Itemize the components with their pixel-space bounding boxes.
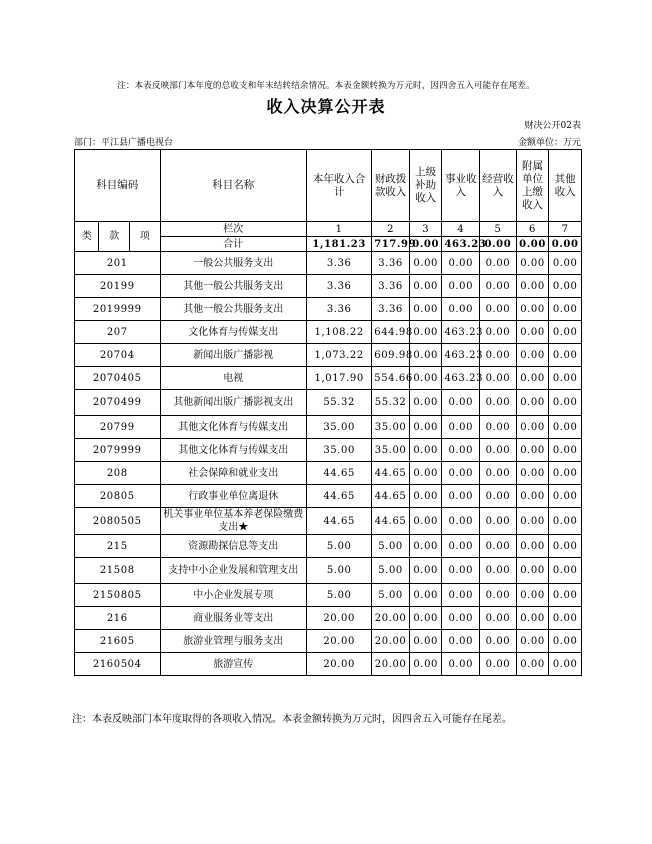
table-row: [75, 367, 582, 390]
subject-code-cell: 207: [75, 321, 161, 344]
subject-name-cell: 旅游业管理与服务支出: [160, 630, 307, 653]
amount-cell: 20.00: [372, 630, 410, 653]
amount-cell: 0.00: [516, 344, 549, 367]
amount-cell: 0.00: [516, 584, 549, 607]
amount-cell: 0.00: [549, 607, 582, 630]
subject-name-cell: 其他一般公共服务支出: [160, 275, 307, 298]
amount-cell: 0.00: [549, 485, 582, 508]
amount-cell: 0.00: [442, 416, 480, 439]
amount-cell: 20.00: [307, 607, 372, 630]
subject-name-cell: 支持中小企业发展和管理支出: [160, 558, 307, 584]
subject-code-cell: 20805: [75, 485, 161, 508]
amount-cell: 0.00: [480, 462, 517, 485]
amount-cell: 0.00: [516, 275, 549, 298]
total-value: 0.00: [409, 237, 442, 252]
subject-code-cell: 21605: [75, 630, 161, 653]
subject-code-cell: 216: [75, 607, 161, 630]
subject-name-cell: 电视: [160, 367, 307, 390]
amount-cell: 3.36: [307, 275, 372, 298]
amount-cell: 0.00: [480, 630, 517, 653]
subject-name-cell: 社会保障和就业支出: [160, 462, 307, 485]
amount-cell: 0.00: [549, 439, 582, 462]
amount-cell: 20.00: [307, 630, 372, 653]
amount-cell: 0.00: [442, 630, 480, 653]
column-number: 2: [372, 222, 410, 237]
amount-cell: 0.00: [549, 535, 582, 558]
table-row: [75, 508, 582, 535]
header-subordinate-income: 附属单位上缴收入: [516, 150, 549, 222]
column-number: 6: [516, 222, 549, 237]
amount-cell: 0.00: [409, 275, 442, 298]
amount-cell: 0.00: [480, 390, 517, 416]
amount-cell: 0.00: [549, 630, 582, 653]
header-row: [75, 150, 582, 222]
column-number: 3: [409, 222, 442, 237]
subject-name-cell: 新闻出版广播影视: [160, 344, 307, 367]
amount-cell: 35.00: [372, 439, 410, 462]
table-row: [75, 439, 582, 462]
total-value: 717.99: [372, 237, 410, 252]
total-value: 1,181.23: [307, 237, 372, 252]
amount-cell: 0.00: [442, 275, 480, 298]
amount-cell: 20.00: [372, 607, 410, 630]
amount-cell: 463.23: [442, 321, 480, 344]
bottom-note: 注：本表反映部门本年度取得的各项收入情况。本表金额转换为万元时，因四舍五入可能存在尾差。: [72, 714, 512, 725]
subject-code-cell: 21508: [75, 558, 161, 584]
amount-cell: 0.00: [549, 416, 582, 439]
amount-cell: 0.00: [409, 508, 442, 535]
amount-cell: 5.00: [307, 584, 372, 607]
column-index-label: 栏次: [160, 222, 307, 237]
table-row: [75, 584, 582, 607]
subject-name-cell: 其他新闻出版广播影视支出: [160, 390, 307, 416]
table-row: [75, 344, 582, 367]
subject-name-cell: 一般公共服务支出: [160, 252, 307, 275]
amount-cell: 0.00: [516, 439, 549, 462]
header-total-income: 本年收入合计: [307, 150, 372, 222]
amount-cell: 609.98: [372, 344, 410, 367]
amount-cell: 0.00: [480, 344, 517, 367]
amount-cell: 0.00: [409, 321, 442, 344]
table-row: [75, 485, 582, 508]
amount-cell: 0.00: [549, 653, 582, 676]
table-row: [75, 298, 582, 321]
amount-unit-label: 金额单位：万元: [517, 138, 581, 148]
amount-cell: 0.00: [480, 653, 517, 676]
amount-cell: 0.00: [549, 321, 582, 344]
amount-cell: 3.36: [372, 275, 410, 298]
amount-cell: 0.00: [549, 367, 582, 390]
amount-cell: 0.00: [549, 462, 582, 485]
amount-cell: 0.00: [409, 630, 442, 653]
amount-cell: 1,073.22: [307, 344, 372, 367]
amount-cell: 5.00: [307, 535, 372, 558]
amount-cell: 0.00: [442, 558, 480, 584]
subject-code-cell: 20199: [75, 275, 161, 298]
amount-cell: 0.00: [516, 252, 549, 275]
amount-cell: 0.00: [516, 416, 549, 439]
subject-code-cell: 20704: [75, 344, 161, 367]
header-operating-income: 经营收入: [480, 150, 517, 222]
subject-name-cell: 文化体育与传媒支出: [160, 321, 307, 344]
table-row: [75, 321, 582, 344]
amount-cell: 0.00: [442, 485, 480, 508]
table-row: [75, 252, 582, 275]
amount-cell: 0.00: [549, 558, 582, 584]
amount-cell: 0.00: [549, 275, 582, 298]
form-code: 财决公开02表: [524, 121, 581, 131]
amount-cell: 0.00: [442, 535, 480, 558]
amount-cell: 44.65: [372, 508, 410, 535]
amount-cell: 0.00: [442, 508, 480, 535]
amount-cell: 3.36: [307, 252, 372, 275]
header-subject-name: 科目名称: [160, 150, 307, 222]
income-table: [74, 149, 582, 676]
amount-cell: 0.00: [480, 275, 517, 298]
amount-cell: 0.00: [480, 321, 517, 344]
amount-cell: 0.00: [409, 416, 442, 439]
subject-name-cell: 机关事业单位基本养老保险缴费支出★: [160, 508, 307, 535]
subject-code-cell: 2150805: [75, 584, 161, 607]
header-other-income: 其他收入: [549, 150, 582, 222]
amount-cell: 0.00: [442, 462, 480, 485]
amount-cell: 0.00: [442, 252, 480, 275]
amount-cell: 0.00: [480, 298, 517, 321]
amount-cell: 0.00: [409, 584, 442, 607]
amount-cell: 0.00: [516, 298, 549, 321]
column-number: 4: [442, 222, 480, 237]
header-lei: 类: [75, 222, 99, 252]
amount-cell: 0.00: [442, 584, 480, 607]
table-row: [75, 607, 582, 630]
column-number: 1: [307, 222, 372, 237]
amount-cell: 0.00: [480, 367, 517, 390]
amount-cell: 0.00: [409, 653, 442, 676]
amount-cell: 0.00: [480, 508, 517, 535]
subject-name-cell: 中小企业发展专项: [160, 584, 307, 607]
amount-cell: 44.65: [372, 485, 410, 508]
amount-cell: 0.00: [516, 535, 549, 558]
table-row: [75, 653, 582, 676]
amount-cell: 44.65: [307, 485, 372, 508]
amount-cell: 35.00: [372, 416, 410, 439]
total-value: 0.00: [480, 237, 517, 252]
amount-cell: 5.00: [372, 584, 410, 607]
header-kuan: 款: [99, 222, 130, 252]
subject-name-cell: 资源勘探信息等支出: [160, 535, 307, 558]
amount-cell: 0.00: [480, 252, 517, 275]
department-label: 部门：平江县广播电视台: [74, 138, 174, 148]
subject-name-cell: 旅游宣传: [160, 653, 307, 676]
table-row: [75, 558, 582, 584]
amount-cell: 44.65: [372, 462, 410, 485]
amount-cell: 44.65: [307, 508, 372, 535]
amount-cell: 0.00: [549, 508, 582, 535]
column-index-row: [75, 222, 582, 237]
amount-cell: 463.23: [442, 344, 480, 367]
amount-cell: 1,017.90: [307, 367, 372, 390]
subject-code-cell: 2019999: [75, 298, 161, 321]
amount-cell: 0.00: [480, 439, 517, 462]
amount-cell: 0.00: [516, 607, 549, 630]
top-note: 注：本表反映部门本年度的总收支和年末结转结余情况。本表金额转换为万元时，因四舍五入可能存在尾差。: [117, 81, 535, 91]
amount-cell: 554.66: [372, 367, 410, 390]
amount-cell: 0.00: [409, 252, 442, 275]
amount-cell: 0.00: [480, 607, 517, 630]
subject-code-cell: 2070405: [75, 367, 161, 390]
amount-cell: 0.00: [409, 367, 442, 390]
amount-cell: 5.00: [372, 535, 410, 558]
amount-cell: 35.00: [307, 416, 372, 439]
subject-name-cell: 行政事业单位离退休: [160, 485, 307, 508]
amount-cell: 0.00: [409, 607, 442, 630]
amount-cell: 0.00: [549, 298, 582, 321]
table-row: [75, 630, 582, 653]
header-fiscal-income: 财政拨款收入: [372, 150, 410, 222]
amount-cell: 0.00: [409, 298, 442, 321]
amount-cell: 0.00: [549, 584, 582, 607]
amount-cell: 0.00: [480, 416, 517, 439]
amount-cell: 0.00: [442, 298, 480, 321]
amount-cell: 0.00: [516, 653, 549, 676]
column-number: 7: [549, 222, 582, 237]
amount-cell: 3.36: [372, 252, 410, 275]
table-row: [75, 535, 582, 558]
subject-code-cell: 215: [75, 535, 161, 558]
amount-cell: 0.00: [549, 390, 582, 416]
amount-cell: 55.32: [372, 390, 410, 416]
subject-code-cell: 208: [75, 462, 161, 485]
table-row: [75, 416, 582, 439]
subject-code-cell: 201: [75, 252, 161, 275]
amount-cell: 0.00: [480, 558, 517, 584]
subject-code-cell: 2080505: [75, 508, 161, 535]
amount-cell: 1,108.22: [307, 321, 372, 344]
amount-cell: 0.00: [480, 485, 517, 508]
subject-code-cell: 2079999: [75, 439, 161, 462]
amount-cell: 20.00: [372, 653, 410, 676]
amount-cell: 0.00: [409, 344, 442, 367]
amount-cell: 0.00: [480, 535, 517, 558]
amount-cell: 0.00: [516, 508, 549, 535]
amount-cell: 55.32: [307, 390, 372, 416]
amount-cell: 5.00: [372, 558, 410, 584]
amount-cell: 0.00: [409, 558, 442, 584]
amount-cell: 644.98: [372, 321, 410, 344]
table-row: [75, 390, 582, 416]
subject-name-cell: 商业服务业等支出: [160, 607, 307, 630]
table-row: [75, 275, 582, 298]
amount-cell: 0.00: [409, 535, 442, 558]
subject-name-cell: 其他一般公共服务支出: [160, 298, 307, 321]
header-xiang: 项: [129, 222, 160, 252]
amount-cell: 0.00: [516, 558, 549, 584]
amount-cell: 0.00: [409, 390, 442, 416]
subject-code-cell: 2160504: [75, 653, 161, 676]
total-label: 合计: [160, 237, 307, 252]
amount-cell: 0.00: [442, 439, 480, 462]
amount-cell: 0.00: [409, 485, 442, 508]
header-business-income: 事业收入: [442, 150, 480, 222]
amount-cell: 20.00: [307, 653, 372, 676]
total-value: 0.00: [549, 237, 582, 252]
amount-cell: 3.36: [372, 298, 410, 321]
amount-cell: 0.00: [549, 252, 582, 275]
amount-cell: 0.00: [442, 607, 480, 630]
amount-cell: 0.00: [442, 390, 480, 416]
amount-cell: 0.00: [549, 344, 582, 367]
amount-cell: 0.00: [516, 367, 549, 390]
amount-cell: 0.00: [516, 390, 549, 416]
amount-cell: 0.00: [409, 462, 442, 485]
subject-code-cell: 20799: [75, 416, 161, 439]
subject-code-cell: 2070499: [75, 390, 161, 416]
column-number: 5: [480, 222, 517, 237]
amount-cell: 0.00: [480, 584, 517, 607]
amount-cell: 463.23: [442, 367, 480, 390]
amount-cell: 0.00: [516, 321, 549, 344]
amount-cell: 0.00: [516, 485, 549, 508]
total-value: 463.23: [442, 237, 480, 252]
subject-name-cell: 其他文化体育与传媒支出: [160, 439, 307, 462]
amount-cell: 0.00: [516, 630, 549, 653]
amount-cell: 0.00: [442, 653, 480, 676]
subject-name-cell: 其他文化体育与传媒支出: [160, 416, 307, 439]
amount-cell: 3.36: [307, 298, 372, 321]
page-title: 收入决算公开表: [266, 97, 386, 116]
amount-cell: 0.00: [516, 462, 549, 485]
amount-cell: 44.65: [307, 462, 372, 485]
header-superior-subsidy: 上级补助收入: [409, 150, 442, 222]
amount-cell: 35.00: [307, 439, 372, 462]
table-row: [75, 462, 582, 485]
amount-cell: 5.00: [307, 558, 372, 584]
total-value: 0.00: [516, 237, 549, 252]
header-subject-code: 科目编码: [75, 150, 161, 222]
amount-cell: 0.00: [409, 439, 442, 462]
